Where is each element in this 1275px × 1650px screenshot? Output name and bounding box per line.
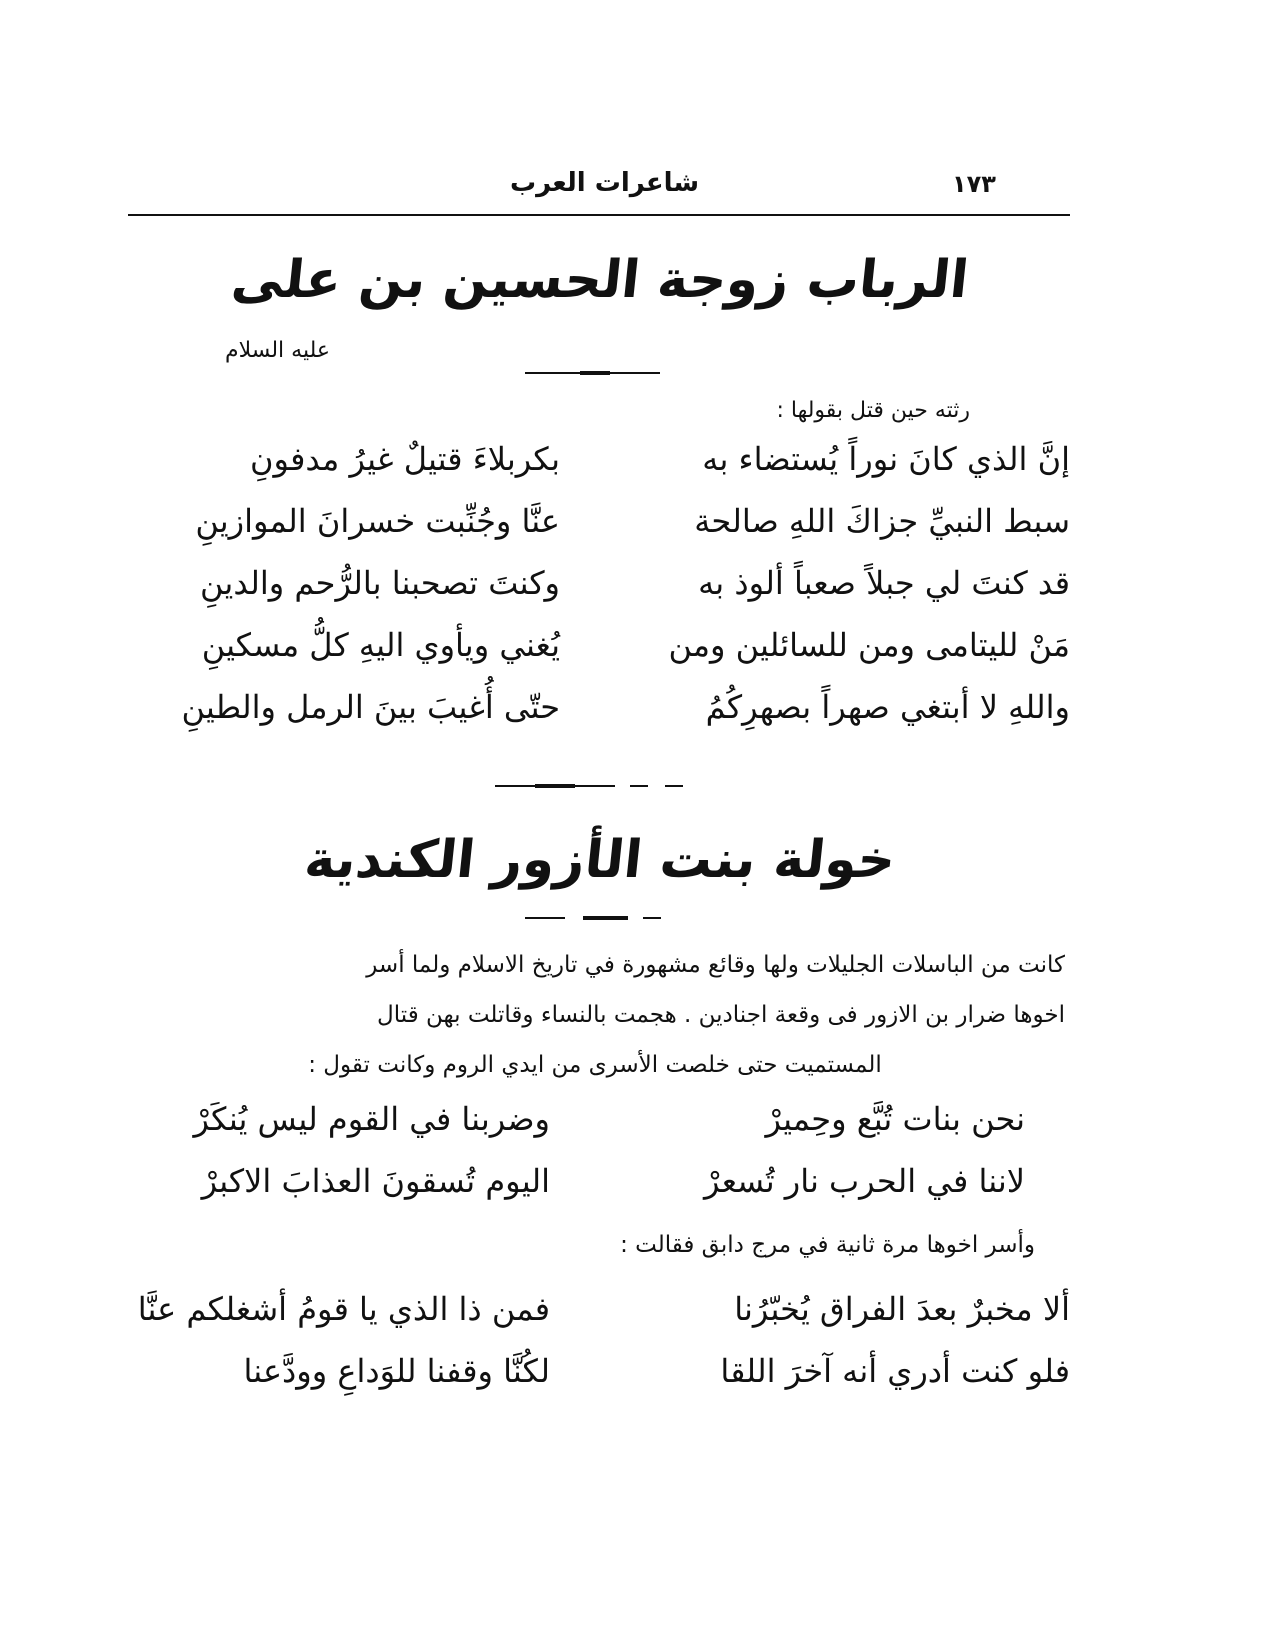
verse-first-hemistich: واللهِ لا أبتغي صهراً بصهرِكُمُ: [705, 688, 1070, 726]
verse-first-hemistich: سبط النبيِّ جزاكَ اللهِ صالحة: [694, 502, 1070, 540]
poem-verse: [120, 1162, 1070, 1222]
header-rule: [128, 214, 1070, 216]
poem-verse: [120, 626, 1070, 686]
paragraph-line: المستميت حتى خلصت الأسرى من ايدي الروم وكانت تقول :: [308, 1052, 882, 1078]
verse-first-hemistich: ألا مخبرٌ بعدَ الفراق يُخبّرُنا: [734, 1290, 1070, 1328]
verse-first-hemistich: إنَّ الذي كانَ نوراً يُستضاء به: [702, 440, 1070, 478]
poem-verse: [120, 1100, 1070, 1160]
verse-second-hemistich: حتّى أُغيبَ بينَ الرمل والطينِ: [181, 688, 560, 726]
running-head: [130, 168, 1070, 208]
verse-second-hemistich: فمن ذا الذي يا قومُ أشغلكم عنَّا: [137, 1290, 550, 1328]
section-subtitle-honorific: عليه السلام: [224, 338, 330, 363]
verse-second-hemistich: وكنتَ تصحبنا بالرُّحم والدينِ: [200, 564, 560, 602]
verse-first-hemistich: نحن بنات تُبَّع وحِميرْ: [765, 1100, 1025, 1138]
poem-verse: [120, 564, 1070, 624]
section-title-khawla: خولة بنت الأزور الكندية: [301, 830, 899, 890]
poem-verse: [120, 1352, 1070, 1412]
poem-verse: [120, 1290, 1070, 1350]
verse-second-hemistich: وضربنا في القوم ليس يُنكَرْ: [193, 1100, 550, 1138]
poem-intro-text: رثته حين قتل بقولها :: [776, 398, 970, 423]
verse-second-hemistich: لكُنَّا وقفنا للوَداعِ وودَّعنا: [243, 1352, 550, 1390]
poem-verse: [120, 440, 1070, 500]
paragraph-line: اخوها ضرار بن الازور فى وقعة اجنادين . هجمت بالنساء وقاتلت بهن قتال: [377, 1002, 1065, 1028]
poem-intro-text: وأسر اخوها مرة ثانية في مرج دابق فقالت :: [620, 1232, 1035, 1258]
verse-second-hemistich: اليوم تُسقونَ العذابَ الاكبرْ: [201, 1162, 550, 1200]
biography-paragraph: [125, 940, 1065, 1090]
verse-second-hemistich: يُغني ويأوي اليهِ كلُّ مسكينِ: [201, 626, 560, 664]
verse-first-hemistich: قد كنتَ لي جبلاً صعباً ألوذ به: [698, 564, 1070, 602]
verse-second-hemistich: بكربلاءَ قتيلٌ غيرُ مدفونِ: [250, 440, 560, 478]
book-title: شاعرات العرب: [510, 168, 700, 198]
section-title-rabab: الرباب زوجة الحسين بن على: [228, 250, 972, 310]
verse-first-hemistich: مَنْ لليتامى ومن للسائلين ومن: [668, 626, 1070, 664]
page-number: ١٧٣: [952, 170, 996, 198]
verse-first-hemistich: لاننا في الحرب نار تُسعرْ: [704, 1162, 1025, 1200]
verse-first-hemistich: فلو كنت أدري أنه آخرَ اللقا: [720, 1352, 1070, 1390]
verse-second-hemistich: عنَّا وجُنِّبت خسرانَ الموازينِ: [195, 502, 560, 540]
poem-verse: [120, 688, 1070, 748]
poem-verse: [120, 502, 1070, 562]
paragraph-line: كانت من الباسلات الجليلات ولها وقائع مشهورة في تاريخ الاسلام ولما أسر: [366, 952, 1065, 978]
